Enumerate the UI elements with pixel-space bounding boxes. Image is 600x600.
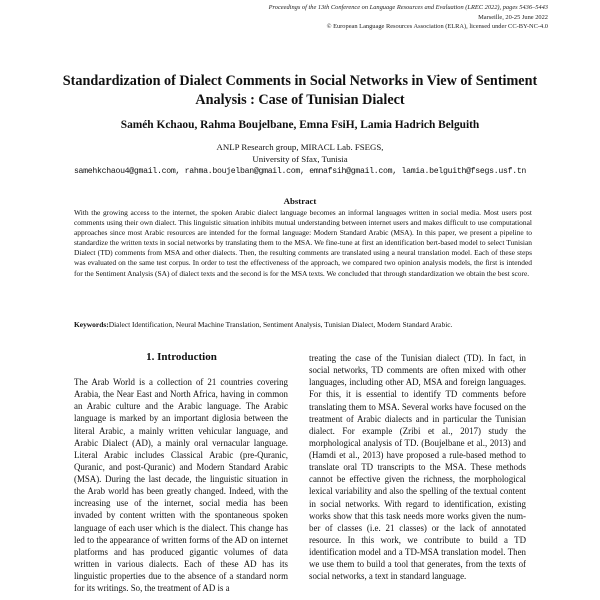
author-emails: samehkchaou4@gmail.com, rahma.boujelban@gmail.com, emnafsih@gmail.com, lamia.belguith@fsegs.usf.tn bbox=[73, 167, 527, 176]
intro-left-column: The Arab World is a collection of 21 countries covering Arabia, the Near East and North Africa, having in common an Arabic culture and the Arabic language. The Arabic language is marked by an important diglosia between the literal Arabic, a mainly written vehicular language, and Arabic Dialect (AD), a mainly oral vernacular language. Literal Arabic includes Classical Arabic (pre-Quranic, Quranic, and post-Quranic) and Modern Standard Arabic (MSA). During the last decade, the linguistic situation in the Arab world has been greatly changed. Indeed, with the increasing use of the internet, social media has been invaded by content written with the spontaneous spoken language of each user which is the dialect. This change has led to the appearance of written forms of the AD on internet platforms and has produced gigantic volumes of data written in various dialects. Each of these AD has its linguistic properties due to the absence of a standard norm for its writings. So, the treatment of AD is a bbox=[74, 377, 288, 594]
section-heading-introduction: 1. Introduction bbox=[146, 351, 217, 363]
license-line: © European Language Resources Association (ELRA), licensed under CC-BY-NC-4.0 bbox=[326, 23, 548, 31]
author-list: Saméh Kchaou, Rahma Boujelbane, Emna FsiH, Lamia Hadrich Belguith bbox=[120, 119, 480, 131]
keywords bbox=[74, 320, 532, 330]
affiliation-lab: ANLP Research group, MIRACL Lab. FSEGS, bbox=[216, 142, 384, 152]
location-line: Marseille, 20-25 June 2022 bbox=[478, 13, 548, 21]
intro-right-column: treating the case of the Tunisian dialect (TD). In fact, in social networks, TD comments are often mixed with other languages, including other AD, MSA and foreign languages. For this, it is essential to identify TD comments before translating them to MSA. Several works have focused on the treatment of Arabic dialects and in particular the Tunisian dialect. For example (Zribi et al., 2017) study the morphological analysis of TD. (Boujelbane et al., 2013) and (Hamdi et al., 2013) have proposed a rule-based method to translate oral TD transcripts to the MSA. These methods cannot be effective given the richness, the morphological lexical variability and also the spelling of the textual content in social networks. With regard to identification, existing works show that this task needs more works given the number of classes (i.e. 21 classes) or the lack of annotated resource. In this work, we contribute to build a TD identification model and a TD-MSA translation model. Then we use them to build a tool that generates, from the texts of social networks, a text in standard language. bbox=[309, 353, 526, 582]
paper-title: Standardization of Dialect Comments in Social Networks in View of Sentiment Analysis : Case of Tunisian Dialect bbox=[62, 73, 538, 108]
abstract-heading: Abstract bbox=[283, 196, 317, 206]
keywords-list: Dialect Identification, Neural Machine Translation, Sentiment Analysis, Tunisian Dialect, Modern Standard Arabic. bbox=[108, 320, 453, 329]
proceedings-line: Proceedings of the 13th Conference on Language Resources and Evaluation (LREC 2022), pages 5436–5443 bbox=[268, 4, 548, 11]
abstract-text: With the growing access to the internet, the spoken Arabic dialect language becomes an informal languages written in social media. Most users post comments using their own dialect. This linguistic situation inhibits mutual understanding between internet users and makes difficult to use computational approaches since most Arabic resources are intended for the formal language: Modern Standard Arabic (MSA). In this paper, we present a pipeline to standardize the written texts in social networks by translating them to the MSA. We fine-tune at first an identification bert-based model to select Tunisian Dialect (TD) comments from MSA and other dialects. Then, the resulting comments are translated using a neural translation model. Each of these steps was evaluated on the same test corpus. In order to test the effectiveness of the approach, we compared two opinion analysis models, the first is intended for the Sentiment Analysis (SA) of dialect texts and the second is for the MSA texts. We concluded that through standardization we obtain the best score. bbox=[74, 208, 532, 278]
affiliation-university: University of Sfax, Tunisia bbox=[252, 153, 348, 164]
affiliation bbox=[40, 142, 560, 165]
proceedings-header bbox=[128, 3, 548, 32]
keywords-label: Keywords: bbox=[74, 320, 109, 329]
